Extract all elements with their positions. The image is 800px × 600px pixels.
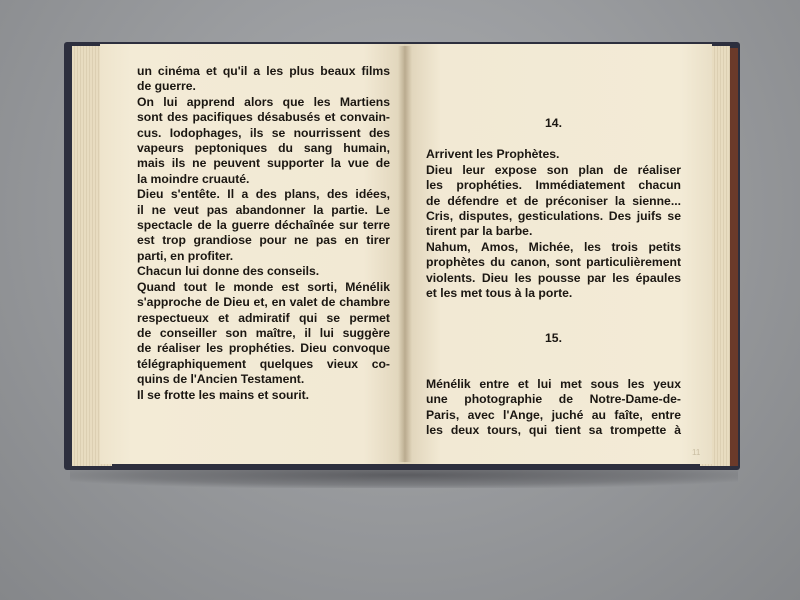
text-line: télégraphiquement quelques vieux co-: [137, 356, 390, 371]
text-line: Ménélik entre et lui met sous les yeux: [426, 376, 681, 391]
text-line: s'approche de Dieu et, en valet de chambre: [137, 295, 390, 310]
text-line: violents. Dieu les pousse par les épaules: [426, 270, 681, 285]
text-line: Paris, avec l'Ange, juché au faîte, entre: [426, 407, 681, 422]
text-line: Dieu s'entête. Il a des plans, des idées,: [137, 187, 390, 202]
text-line: Arrivent les Prophètes.: [426, 147, 560, 162]
text-line: Il se frotte les mains et sourit.: [137, 387, 310, 402]
text-line: un cinéma et qu'il a les plus beaux films: [137, 64, 390, 78]
text-line: et les met tous à la porte.: [426, 286, 573, 301]
book-gutter: [398, 46, 412, 462]
text-line: tirent par la barbe.: [426, 224, 533, 239]
text-line: respectueux et admiratif qui se permet: [137, 310, 390, 325]
text-line: il ne veut pas abandonner la partie. Le: [137, 202, 390, 217]
page-number: 11: [692, 448, 701, 457]
text-line: vapeurs peptoniques du sang humain,: [137, 141, 390, 156]
text-line: quins de l'Ancien Testament.: [137, 372, 305, 387]
text-line: les prophéties. Immédiatement chacun: [426, 178, 681, 193]
text-line: Chacun lui donne des conseils.: [137, 264, 320, 279]
text-line: mais ils ne peuvent supporter la vue de: [137, 156, 390, 171]
text-line: de réaliser les prophéties. Dieu convoque: [137, 341, 390, 356]
section-14-body: [426, 147, 681, 301]
text-line: Cris, disputes, gesticulations. Des juifs se: [426, 209, 681, 224]
text-line: cus. Iodophages, ils se nourrissent des: [137, 125, 390, 140]
text-line: est trop grandiose pour ne pas en tirer: [137, 233, 390, 248]
left-page-text: [137, 64, 390, 403]
text-line: sont des pacifiques désabusés et convain-: [137, 110, 390, 125]
text-line: On lui apprend alors que les Martiens: [137, 94, 390, 109]
text-line: de conseiller son maître, il lui suggère: [137, 325, 390, 340]
text-line: prophètes du canon, sont particulièrement: [426, 255, 681, 270]
section-heading-14: 14.: [545, 116, 562, 130]
text-line: Quand tout le monde est sorti, Ménélik: [137, 279, 390, 294]
text-line: spectacle de la guerre déchaînée sur terre: [137, 218, 390, 233]
right-page-text: [426, 116, 681, 439]
text-line: la moindre cruauté.: [137, 171, 250, 186]
text-line: de défendre et de préconiser la sienne...: [426, 193, 681, 208]
heading-spacer: [426, 131, 681, 147]
text-line: Dieu leur expose son plan de réaliser: [426, 162, 681, 177]
section-spacer: [426, 301, 681, 331]
text-line: les deux tours, qui tient sa trompette à: [426, 423, 681, 438]
text-line: de guerre.: [137, 79, 196, 94]
text-line: une photographie de Notre-Dame-de-: [426, 392, 681, 407]
section-15-body: [426, 377, 681, 439]
text-line: Nahum, Amos, Michée, les trois petits: [426, 239, 681, 254]
heading-spacer: [426, 347, 681, 377]
text-line: parti, en profiter.: [137, 248, 234, 263]
section-heading-15: 15.: [545, 331, 562, 346]
